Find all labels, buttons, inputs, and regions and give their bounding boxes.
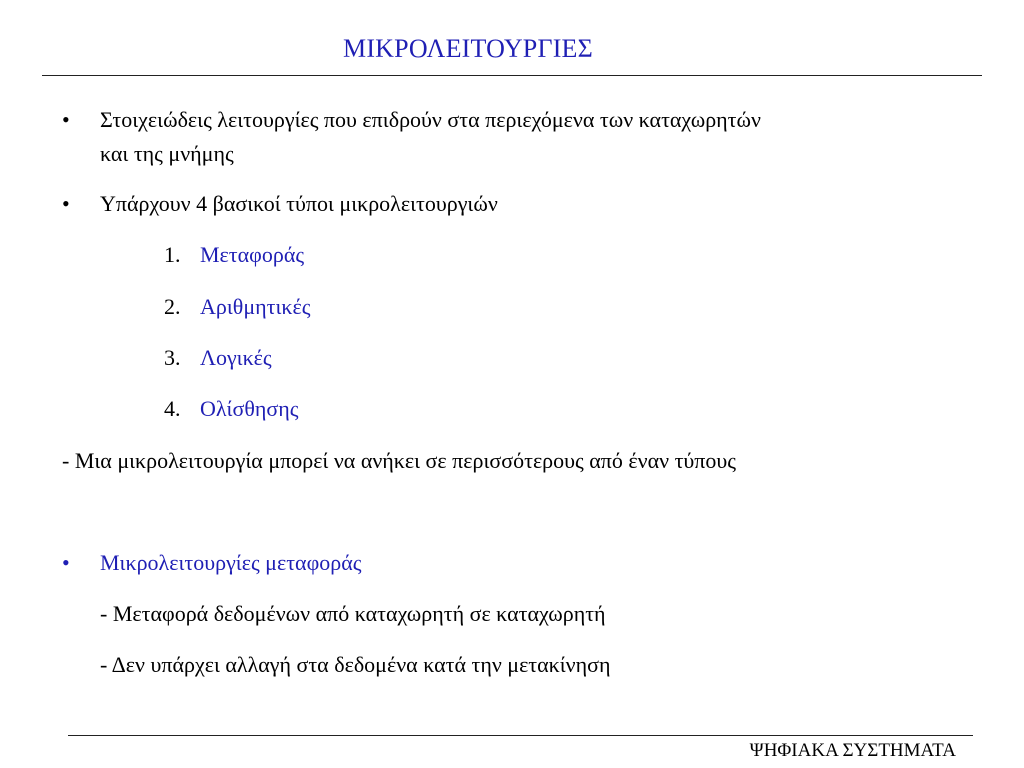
footer-label: ΨΗΦΙΑΚΑ ΣΥΣΤΗΜΑΤΑ [749, 740, 956, 761]
bullet-marker: • [62, 191, 70, 216]
section-point: - Δεν υπάρχει αλλαγή στα δεδομένα κατά την μετακίνηση [100, 652, 611, 677]
list-item-type: Μεταφοράς [200, 242, 305, 267]
bullet-text-line: και της μνήμης [100, 141, 234, 166]
list-number: 2. [164, 294, 181, 319]
note-text: - Μια μικρολειτουργία μπορεί να ανήκει σε περισσότερους από έναν τύπους [62, 448, 737, 473]
list-item-type: Αριθμητικές [200, 294, 311, 319]
bullet-marker: • [62, 550, 70, 575]
list-item-type: Ολίσθησης [200, 396, 299, 421]
section-heading: Μικρολειτουργίες μεταφοράς [100, 550, 362, 575]
bullet-marker: • [62, 107, 70, 132]
list-number: 1. [164, 242, 181, 267]
list-number: 4. [164, 396, 181, 421]
list-number: 3. [164, 345, 181, 370]
slide-title: ΜΙΚΡΟΛΕΙΤΟΥΡΓΙΕΣ [343, 34, 593, 63]
footer-divider [68, 735, 973, 736]
list-item-type: Λογικές [200, 345, 272, 370]
title-divider [42, 75, 982, 76]
bullet-text: Υπάρχουν 4 βασικοί τύποι μικρολειτουργιών [100, 191, 498, 216]
section-point: - Μεταφορά δεδομένων από καταχωρητή σε καταχωρητή [100, 601, 606, 626]
bullet-text-line: Στοιχειώδεις λειτουργίες που επιδρούν στα περιεχόμενα των καταχωρητών [100, 107, 761, 132]
